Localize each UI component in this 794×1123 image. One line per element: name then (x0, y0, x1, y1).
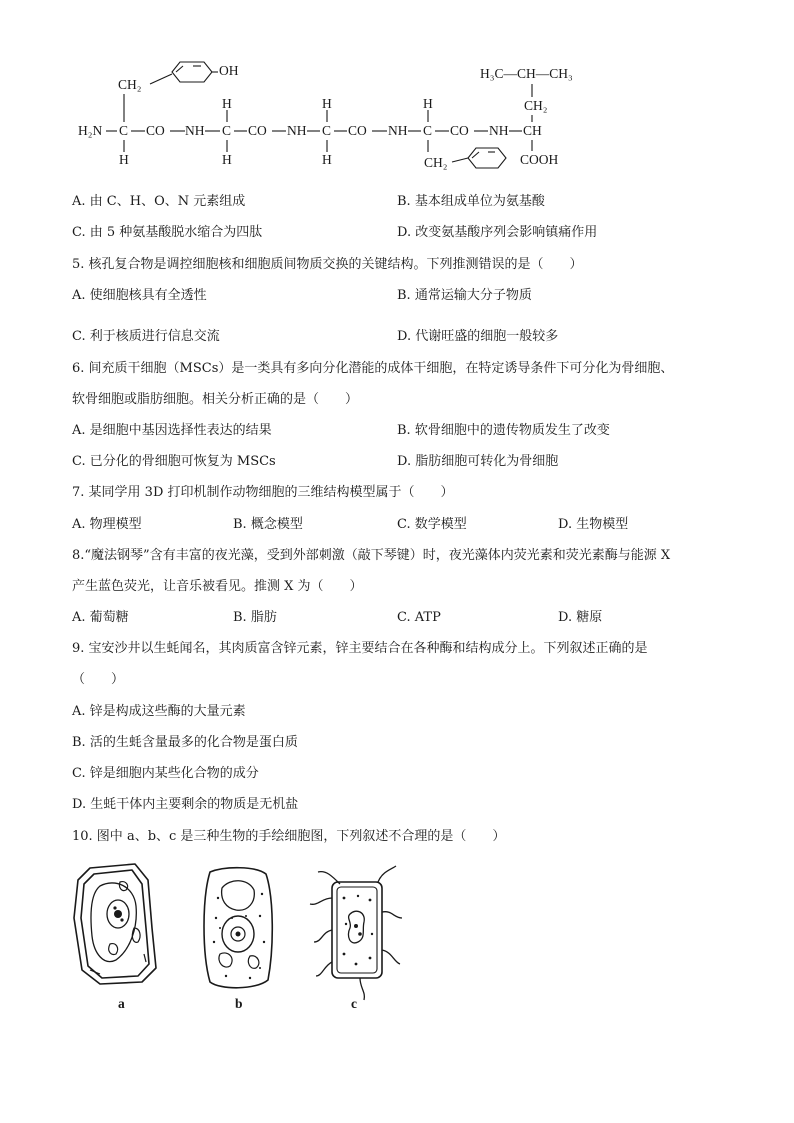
q8-option-c: C. ATP (397, 610, 441, 625)
q6-option-d: D. 脂肪细胞可转化为骨细胞 (397, 454, 559, 469)
q5-option-a: A. 使细胞核具有全透性 (72, 288, 207, 303)
ch-last-label: CH (523, 123, 542, 138)
phe-ch2-label: CH₂ (424, 155, 448, 170)
nh1-label: NH (185, 123, 205, 138)
figure-label-b: b (235, 996, 243, 1011)
q10-stem: 10. 图中 a、b、c 是三种生物的手绘细胞图，下列叙述不合理的是（ ） (72, 829, 506, 844)
co2-label: CO (248, 123, 267, 138)
q5-option-d: D. 代谢旺盛的细胞一般较多 (397, 329, 559, 344)
q9-option-d: D. 生蚝干体内主要剩余的物质是无机盐 (72, 797, 299, 812)
q9-option-b: B. 活的生蚝含量最多的化合物是蛋白质 (72, 735, 298, 750)
q6-stem-line-2: 软骨细胞或脂肪细胞。相关分析正确的是（ ） (72, 392, 359, 407)
q4-option-d: D. 改变氨基酸序列会影响镇痛作用 (397, 225, 598, 240)
q6-option-b: B. 软骨细胞中的遗传物质发生了改变 (397, 423, 610, 438)
co3-label: CO (348, 123, 367, 138)
q6-option-c: C. 已分化的骨细胞可恢复为 MSCs (72, 454, 276, 469)
nh4-label: NH (489, 123, 509, 138)
cell-drawings-figure (60, 858, 420, 1018)
q5-option-c: C. 利于核质进行信息交流 (72, 329, 220, 344)
h-top-1: H (222, 96, 232, 111)
h2n-label: H₂N (78, 123, 103, 138)
oh-label: OH (219, 63, 239, 78)
q7-option-d: D. 生物模型 (558, 517, 629, 532)
co1-label: CO (146, 123, 165, 138)
q9-stem-line-1: 9. 宝安沙井以生蚝闻名，其肉质富含锌元素，锌主要结合在各种酶和结构成分上。下列叙述正确的是 (72, 641, 648, 656)
co4-label: CO (450, 123, 469, 138)
nh3-label: NH (388, 123, 408, 138)
leu-top-label: H₃C—CH—CH₃ (480, 66, 573, 81)
q8-option-d: D. 糖原 (558, 610, 603, 625)
q6-option-a: A. 是细胞中基因选择性表达的结果 (72, 423, 272, 438)
q5-option-b: B. 通常运输大分子物质 (397, 288, 532, 303)
q8-stem-line-1: 8.“魔法钢琴”含有丰富的夜光藻，受到外部刺激（敲下琴键）时，夜光藻体内荧光素和荧光素酶与能源 X (72, 548, 671, 563)
tyr-ch2-label: CH₂ (118, 77, 142, 92)
q9-option-a: A. 锌是构成这些酶的大量元素 (72, 704, 246, 719)
figure-label-c: c (351, 996, 357, 1011)
q4-option-b: B. 基本组成单位为氨基酸 (397, 194, 545, 209)
q9-option-c: C. 锌是细胞内某些化合物的成分 (72, 766, 259, 781)
q8-option-a: A. 葡萄糖 (72, 610, 129, 625)
bacterium-c-drawing (310, 866, 402, 1000)
q7-option-c: C. 数学模型 (397, 517, 467, 532)
h-top-3: H (423, 96, 433, 111)
nh2-label: NH (287, 123, 307, 138)
q8-option-b: B. 脂肪 (233, 610, 277, 625)
h-bot-3: H (322, 152, 332, 167)
h-bot-2: H (222, 152, 232, 167)
h-top-2: H (322, 96, 332, 111)
q7-option-b: B. 概念模型 (233, 517, 303, 532)
figure-label-a: a (118, 996, 125, 1011)
c1-label: C (119, 123, 129, 138)
c3-label: C (322, 123, 332, 138)
leu-ch2-label: CH₂ (524, 98, 548, 113)
q8-stem-line-2: 产生蓝色荧光，让音乐被看见。推测 X 为（ ） (72, 579, 363, 594)
q7-stem: 7. 某同学用 3D 打印机制作动物细胞的三维结构模型属于（ ） (72, 485, 454, 500)
q4-option-a: A. 由 C、H、O、N 元素组成 (72, 194, 246, 209)
q5-stem: 5. 核孔复合物是调控细胞核和细胞质间物质交换的关键结构。下列推测错误的是（ ） (72, 257, 583, 272)
h-bot-1: H (119, 152, 129, 167)
c4-label: C (423, 123, 433, 138)
cell-b-drawing (204, 868, 272, 988)
q9-stem-line-2: （ ） (72, 672, 125, 687)
cooh-label: COOH (520, 152, 559, 167)
q7-option-a: A. 物理模型 (72, 517, 142, 532)
q6-stem-line-1: 6. 间充质干细胞（MSCs）是一类具有多向分化潜能的成体干细胞，在特定诱导条件下可分化为骨细胞、 (72, 361, 674, 376)
c2-label: C (222, 123, 232, 138)
plant-cell-a-drawing (74, 864, 156, 984)
q4-option-c: C. 由 5 种氨基酸脱水缩合为四肽 (72, 225, 263, 240)
